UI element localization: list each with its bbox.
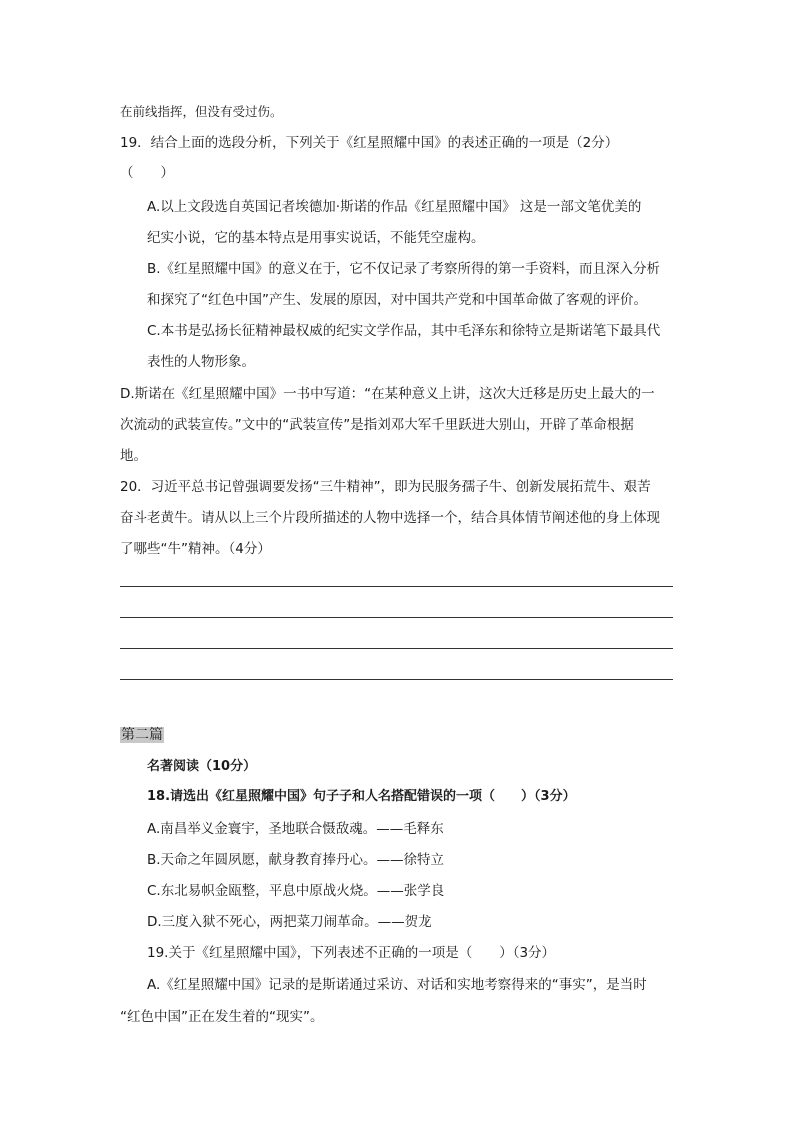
q19b-option-a-line1: A.《红星照耀中国》记录的是斯诺通过采访、对话和实地考察得来的“事实”，是当时: [147, 977, 647, 993]
q19-option-a-line1: A.以上文段选自英国记者埃德加·斯诺的作品《红星照耀中国》 这是一部文笔优美的: [147, 199, 642, 215]
q18-option-d: D.三度入狱不死心，两把菜刀闹革命。——贺龙: [147, 914, 432, 930]
q19-option-d-line1: D.斯诺在《红星照耀中国》一书中写道：“在某种意义上讲，这次大迁移是历史上最大的一: [120, 386, 655, 402]
q18-option-a: A.南昌举义金寰宇，圣地联合慑敌魂。——毛释东: [147, 821, 444, 837]
q19-option-b-line1: B.《红星照耀中国》的意义在于，它不仅记录了考察所得的第一手资料，而且深入分析: [147, 261, 661, 277]
q18-option-b: B.天命之年圆夙愿，献身教育捧丹心。——徐特立: [147, 852, 445, 868]
q19-option-d-line3: 地。: [120, 448, 147, 464]
q20-line2: 奋斗老黄牛。请从以上三个片段所描述的人物中选择一个，结合具体情节阐述他的身上体现: [120, 510, 660, 526]
q19-option-b-line2: 和探究了“红色中国”产生、发展的原因，对中国共产党和中国革命做了客观的评价。: [147, 292, 647, 308]
q20-line1: 20．习近平总书记曾强调要发扬“三牛精神”，即为民服务孺子牛、创新发展拓荒牛、艰苦: [120, 479, 651, 495]
q20-line3: 了哪些“牛”精神。（4分）: [120, 541, 271, 557]
q19-option-d-line2: 次流动的武装宣传。”文中的“武装宣传”是指刘邓大军千里跃进大别山，开辟了革命根据: [120, 417, 634, 433]
q19-option-a-line2: 纪实小说，它的基本特点是用事实说话，不能凭空虚构。: [147, 230, 485, 246]
answer-line-4: [120, 679, 673, 680]
q18-option-c: C.东北易帜金瓯整，平息中原战火烧。——张学良: [147, 883, 445, 899]
answer-line-2: [120, 617, 673, 618]
reading-section-title: 名著阅读（10分）: [147, 759, 257, 774]
q19b-stem: 19.关于《红星照耀中国》，下列表述不正确的一项是（ ）（3分）: [147, 945, 556, 961]
top-line: 在前线指挥，但没有受过伤。: [120, 104, 283, 119]
q19-option-c-line1: C.本书是弘扬长征精神最权威的纪实文学作品，其中毛泽东和徐特立是斯诺笔下最具代: [147, 323, 661, 339]
q19-option-c-line2: 表性的人物形象。: [147, 354, 255, 370]
section-heading-text: 第二篇: [121, 727, 163, 743]
answer-line-3: [120, 648, 673, 649]
section-heading: [120, 725, 164, 745]
q19-paren: （ ）: [120, 165, 174, 181]
answer-line-1: [120, 586, 673, 587]
q18-stem: 18.请选出《红星照耀中国》句子子和人名搭配错误的一项（ ）（3分）: [147, 789, 576, 804]
q19b-option-a-line2: “红色中国”正在发生着的“现实”。: [120, 1009, 324, 1025]
q19-stem: 19．结合上面的选段分析，下列关于《红星照耀中国》的表述正确的一项是（2分）: [120, 135, 619, 151]
